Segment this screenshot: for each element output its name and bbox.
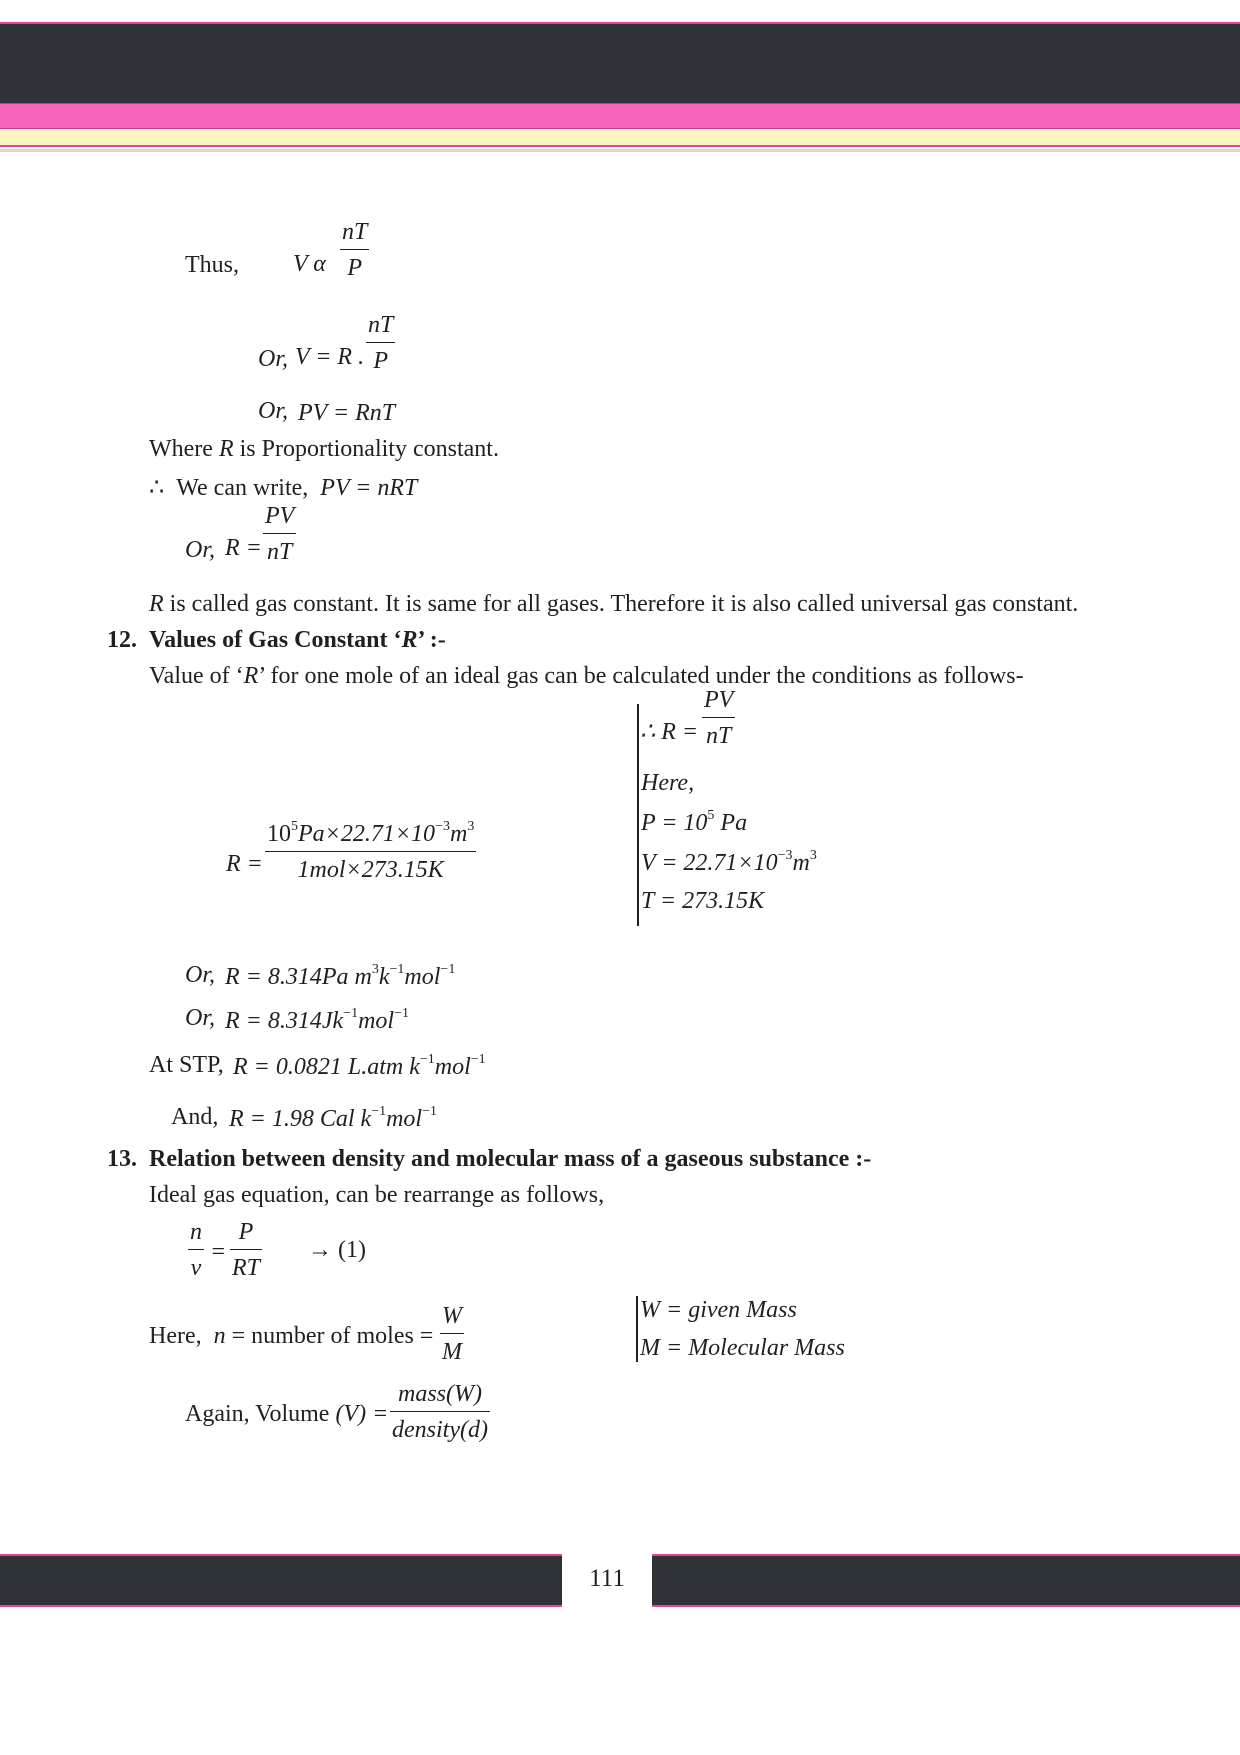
result3-prefix: At STP, [149, 1052, 224, 1078]
calc-lhs: R = [226, 851, 263, 877]
footer-right-band [652, 1554, 1240, 1607]
result4-expr: R = 1.98 Cal $k^{-1}mol^{-1}$ [229, 1104, 437, 1132]
section-13-number: 13. [107, 1146, 137, 1172]
therefore-line: ∴ We can write, PV = nRT [149, 475, 418, 501]
side-temperature: T = 273.15K [641, 888, 765, 914]
header-divider [0, 149, 1240, 152]
eq-thus-fraction: $\frac{nT}{P}$ [342, 219, 368, 281]
result3-expr: R = 0.0821 L.atm $k^{-1}mol^{-1}$ [233, 1052, 486, 1080]
eq-or1-lhs: V = R . [295, 344, 365, 370]
eq1-left-fraction: $\frac{n}{v}$ [190, 1219, 202, 1281]
again-fraction: $\frac{\text{mass(W)}}{\text{density(d)}}$ [392, 1381, 488, 1443]
section-12-number: 12. [107, 627, 137, 653]
eq1-equals: = [210, 1239, 227, 1265]
side-volume: $V = 22.71\times 10^{-3}m^3$ [641, 848, 817, 876]
side-here: Here, [641, 770, 695, 796]
result2-expr: $R = 8.314Jk^{-1}mol^{-1}$ [225, 1006, 409, 1034]
gas-constant-paragraph: R is called gas constant. It is same for all gases. Therefore it is also called universal gas constant. [149, 591, 1079, 617]
eq-or3-prefix: Or, [185, 537, 216, 563]
eq-or1-fraction: $\frac{nT}{P}$ [368, 312, 394, 374]
eq-or2-prefix: Or, [258, 398, 289, 424]
footer-left-band [0, 1554, 562, 1607]
side-r-lhs: ∴ R = [640, 719, 699, 745]
section-13-intro: Ideal gas equation, can be rearrange as follows, [149, 1182, 605, 1208]
section-13-title: Relation between density and molecular mass of a gaseous substance :- [149, 1146, 872, 1172]
result1-prefix: Or, [185, 962, 216, 988]
eq1-tag: → (1) [308, 1237, 366, 1263]
section-12-intro: Value of ‘R’ for one mole of an ideal gas can be calculated under the conditions as follows- [149, 663, 1024, 689]
header-cream-band [0, 129, 1240, 147]
calc-fraction: $\frac{10^5Pa\times 22.71\times 10^{-3}m^3}{\text{1mol×273.15K}}$ [267, 819, 475, 883]
where-line: Where R is Proportionality constant. [149, 436, 499, 462]
def-m: M = Molecular Mass [640, 1335, 845, 1361]
eq-thus-lhs: V α [293, 251, 326, 277]
result2-prefix: Or, [185, 1005, 216, 1031]
section-12-title: Values of Gas Constant ‘R’ :- [149, 627, 446, 653]
header-dark-band [0, 22, 1240, 103]
eq-or2-expr: PV = RnT [298, 400, 396, 426]
side-r-fraction: $\frac{PV}{nT}$ [704, 687, 734, 749]
eq-or1-prefix: Or, [258, 346, 289, 372]
header-pink-band [0, 103, 1240, 129]
eq-thus-label: Thus, [185, 252, 239, 278]
here-fraction: $\frac{W}{M}$ [442, 1303, 462, 1365]
page-number: 111 [589, 1565, 625, 1592]
again-line: Again, Volume (V) = [185, 1401, 389, 1427]
result4-prefix: And, [171, 1104, 219, 1130]
eq-or3-fraction: $\frac{PV}{nT}$ [265, 503, 295, 565]
side-values-divider [637, 704, 639, 926]
here-line: Here, n = number of moles = [149, 1323, 434, 1349]
def-w: W = given Mass [640, 1297, 797, 1323]
eq-or3-lhs: R = [225, 535, 262, 561]
result1-expr: R = 8.314Pa $m^3k^{-1}mol^{-1}$ [225, 962, 456, 990]
defs-divider [636, 1296, 638, 1362]
eq1-right-fraction: $\frac{P}{RT}$ [232, 1219, 261, 1281]
side-pressure: $P = 10^5$ Pa [641, 808, 748, 836]
